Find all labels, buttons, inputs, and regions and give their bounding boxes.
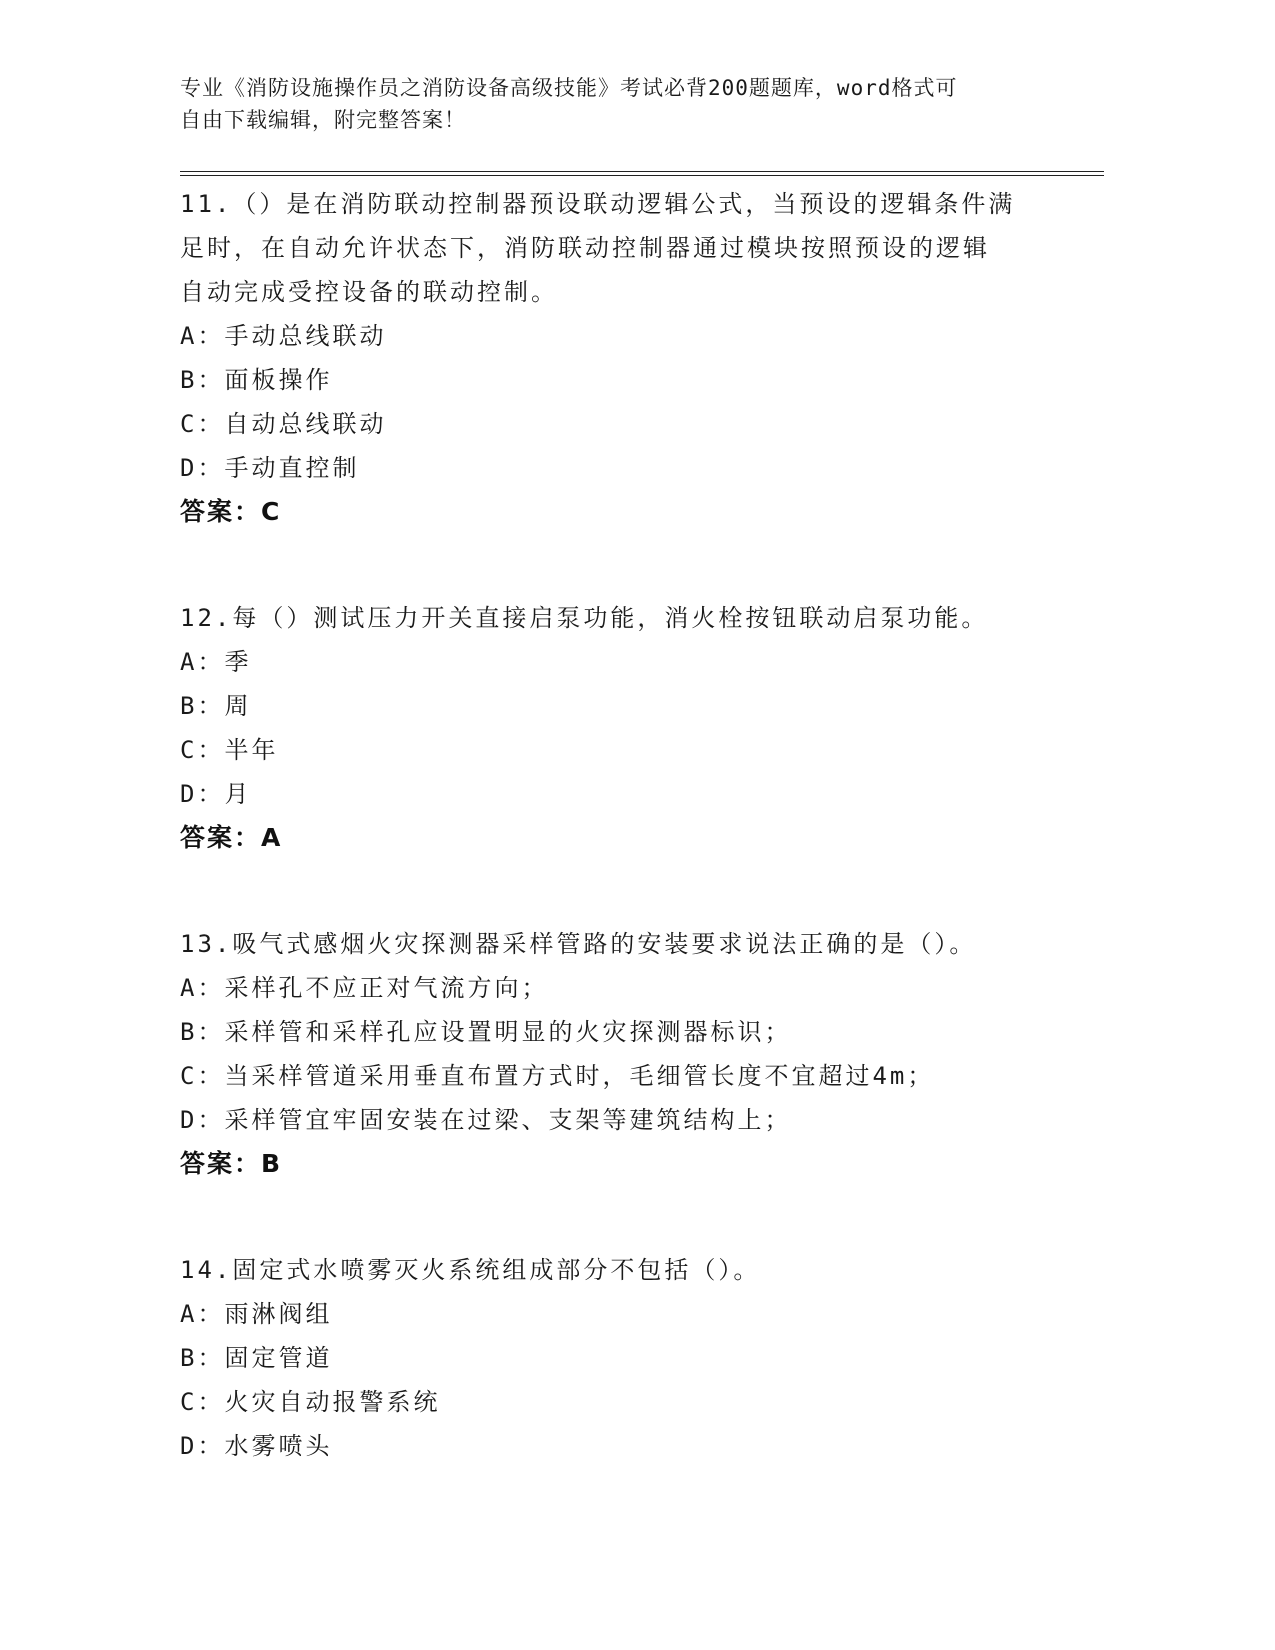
option-c: C：当采样管道采用垂直布置方式时，毛细管长度不宜超过4m； [180,1062,935,1090]
question-stem: 14.固定式水喷雾灭火系统组成部分不包括（）。 [180,1256,761,1284]
question-12 [180,596,1080,860]
option-c: C：自动总线联动 [180,410,387,438]
header-line-2: 自由下载编辑，附完整答案！ [180,108,466,132]
question-stem: 11.（）是在消防联动控制器预设联动逻辑公式，当预设的逻辑条件满 [180,190,1016,218]
option-d: D：手动直控制 [180,454,360,482]
option-a: A：雨淋阀组 [180,1300,333,1328]
answer-line: 答案：A [180,823,283,852]
question-list [180,182,1080,1530]
option-c: C：半年 [180,736,279,764]
answer-line: 答案：B [180,1149,283,1178]
option-d: D：月 [180,780,252,808]
question-stem: 自动完成受控设备的联动控制。 [180,278,558,306]
question-14 [180,1248,1080,1468]
document-header [180,72,1030,136]
question-stem: 足时，在自动允许状态下，消防联动控制器通过模块按照预设的逻辑 [180,234,990,262]
option-a: A：采样孔不应正对气流方向； [180,974,549,1002]
question-13 [180,922,1080,1186]
question-stem: 13.吸气式感烟火灾探测器采样管路的安装要求说法正确的是（）。 [180,930,977,958]
answer-line: 答案：C [180,497,282,526]
option-b: B：周 [180,692,252,720]
option-c: C：火灾自动报警系统 [180,1388,441,1416]
option-b: B：固定管道 [180,1344,333,1372]
question-11 [180,182,1080,534]
option-a: A：季 [180,648,252,676]
header-line-1: 专业《消防设施操作员之消防设备高级技能》考试必背200题题库，word格式可 [180,76,958,100]
option-a: A：手动总线联动 [180,322,387,350]
header-divider-top [180,171,1104,172]
option-d: D：采样管宜牢固安装在过梁、支架等建筑结构上； [180,1106,792,1134]
option-d: D：水雾喷头 [180,1432,333,1460]
option-b: B：面板操作 [180,366,333,394]
question-stem: 12.每（）测试压力开关直接启泵功能，消火栓按钮联动启泵功能。 [180,604,989,632]
option-b: B：采样管和采样孔应设置明显的火灾探测器标识； [180,1018,792,1046]
header-divider-bottom [180,175,1104,176]
